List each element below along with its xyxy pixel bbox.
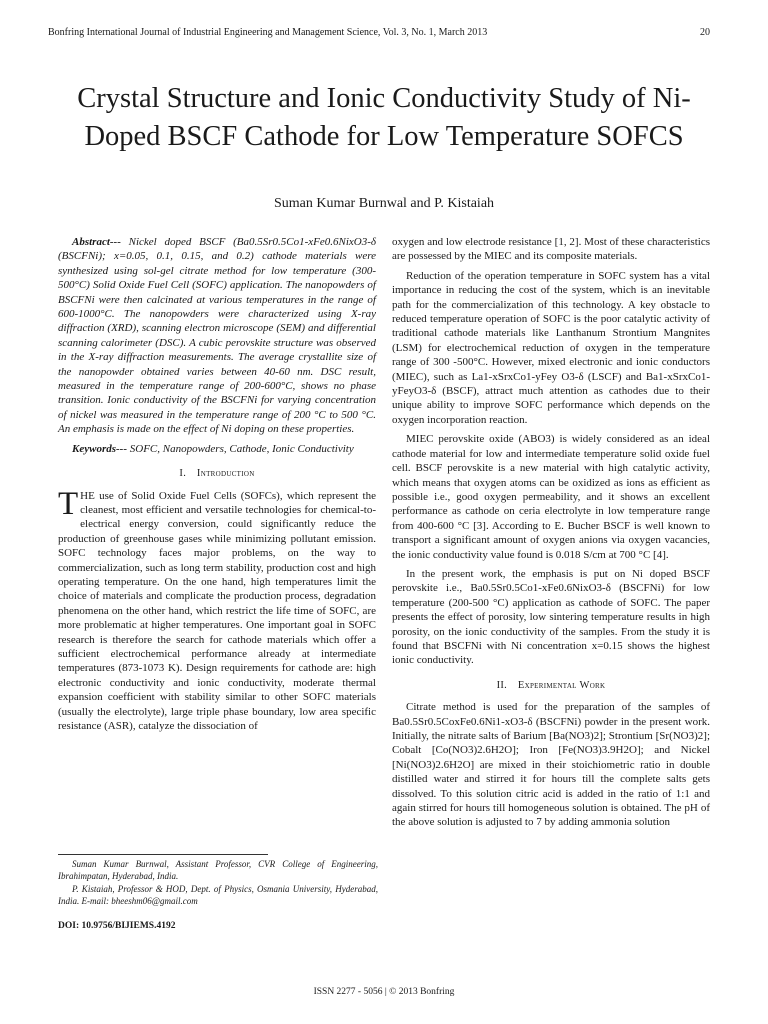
running-header [48,27,710,39]
abstract-text: Nickel doped BSCF (Ba0.5Sr0.5Co1-xFe0.6NixO3-δ (BSCFNi); x=0.05, 0.1, 0.15, and 0.2) cathode materials were synthesized using sol-gel citrate method for low temperature (300-500°C) Solid Oxide Fuel Cell (SOFC) application. The nanopowders of BSCFNi were then calcinated at various temperatures in the range of 600-1000°C. The nanopowders were characterized using X-ray diffraction (XRD), scanning electron microscope (SEM) and differential scanning calorimeter (DSC). A cubic perovskite structure was observed in the X-ray diffraction measurements. The average crystallite size of the nanopowder obtained varies between 40-60 nm. DSC result, measured in the temperature range of 200-600°C, shows no phase transition. Ionic conductivity of the BSCFNi for varying concentration of nickel was measured in the temperature range of 200 °C to 500 °C. An emphasis is made on the effect of Ni doping on these properties. [58,236,377,436]
author-list: Suman Kumar Burnwal and P. Kistaiah [273,196,495,211]
footnote-author-1: Suman Kumar Burnwal, Assistant Professor, CVR College of Engineering, Ibrahimpatan, Hyderabad, India. [58,859,378,881]
drop-cap: T [58,485,79,522]
keywords-text: SOFC, Nanopowders, Cathode, Ionic Conductivity [129,442,354,455]
footnote-divider [58,854,268,855]
paragraph: In the present work, the emphasis is put on Ni doped BSCF perovskite i.e., Ba0.5Sr0.5Co1-xFe0.6NixO3-δ (BSCFNi) for low temperature (200-500 °C) application as cathode of SOFC. The paper presents the effect of porosity, low sintering temperature results in high porosity, on the ionic conductivity of the samples. From the study it is found that BSCFNi with Ni concentration x=0.15 shows the highest ionic conductivity. [392,567,710,667]
keywords [58,442,376,456]
intro-paragraph [58,485,376,734]
abstract [58,235,376,437]
abstract-label: Abstract--- [72,236,121,248]
paragraph: Reduction of the operation temperature in SOFC system has a vital importance in reducing the cost of the system, which is an inevitable path for the commercialization of this technology. A key obstacle to reduced temperature operation of SOFC is the poor catalytic activity of traditional cathode materials like Lanthanum Strontium Mangnites (LSM) for electrochemical reduction of oxygen in the temperature range of 300 -500°C. However, mixed electronic and ionic conductors (MIEC), such as La1-xSrxCo1-yFey O3-δ (LSCF) and Ba1-xSrxCo1-yFeyO3-δ (BSCF), attract much attention as cathodes due to their unique ability to improve SOFC performance which depends on the oxygen incorporation reaction. [392,269,710,426]
section-heading-experimental: II. Experimental Work [496,679,606,691]
paragraph: oxygen and low electrode resistance [1, 2]. Most of these characteristics are possessed by the MIEC and its composite materials. [392,236,710,263]
paper-title: Crystal Structure and Ionic Conductivity Study of Ni- Doped BSCF Cathode for Low Temperature SOFCS [77,83,691,152]
paragraph: MIEC perovskite oxide (ABO3) is widely considered as an ideal cathode material for low and intermediate temperature solid oxide fuel cell. BSCF perovskite is a new material with high catalytic activity, which means that oxygen atoms can be oxidized as ions as efficient as possible i.e., good oxygen permeability, and it shows an excellent performance as cathode on ceria electrolyte in low temperature range from 400-600 °C [3]. According to E. Bucher BSCF is well known to transport a significant amount of oxygen anions via oxygen vacancies, the ionic conductivity value found is 0.018 S/cm at 700 °C [4]. [392,433,710,561]
journal-citation: Bonfring International Journal of Industrial Engineering and Management Science, Vol. 3, No. 1, March 2013 [48,27,488,38]
footnotes [58,859,378,909]
left-column [58,235,376,738]
footnote-author-2: P. Kistaiah, Professor & HOD, Dept. of Physics, Osmania University, Hyderabad, India. E-mail: bheeshm06@gmail.com [58,884,378,906]
page-number: 20 [700,27,710,38]
keywords-label: Keywords--- [72,442,127,455]
section-heading-introduction: I. Introduction [179,468,255,480]
paragraph: Citrate method is used for the preparation of the samples of Ba0.5Sr0.5CoxFe0.6Ni1-xO3-δ (BSCFNi) powder in the present work. Initially, the nitrate salts of Barium [Ba(NO3)2]; Strontium [Sr(NO3)2]; Cobalt [Co(NO3)2.6H2O]; Iron [Fe(NO3)3.9H2O]; and Nickel [Ni(NO3)2.6H2O] are mixed in their stoichiometric ratio in double distilled water and stirred it for hours till the complete salts gets dissolved. To this solution citric acid is added in the ratio of 1:1 and again stirred for hours till homogeneous solution is obtained. The pH of the above solution is adjusted to 7 by adding ammonia solution [392,701,710,829]
doi: DOI: 10.9756/BIJIEMS.4192 [58,921,176,931]
intro-text: HE use of Solid Oxide Fuel Cells (SOFCs), which represent the cleanest, most efficient and versatile technologies for chemical-to-electrical energy conversion, could significantly reduce the production of greenhouse gases while minimizing pollutant emission. SOFC technology faces major problems, on the way to commercialization, such as long term stability, production cost and high operating temperature. On the one hand, high temperatures limit the choice of materials and complicate the production process, degradation phenomena on the other hand, which restrict the life time of SOFC, are more problematic at higher temperatures. One important goal in SOFC research is therefore the search for cathode materials which offer a sufficient electrochemical performance already at intermediate temperatures (873-1073 K). Design requirements for cathode are: high electronic conductivity and ionic conductivity, moderate thermal expansion coefficient with stability similar to other SOFC materials (usually the electrolyte), large triple phase boundary, low area specific resistance (ASR), catalyze the dissociation of [58,489,376,732]
right-column [392,235,710,835]
page-footer: ISSN 2277 - 5056 | © 2013 Bonfring [313,987,455,997]
